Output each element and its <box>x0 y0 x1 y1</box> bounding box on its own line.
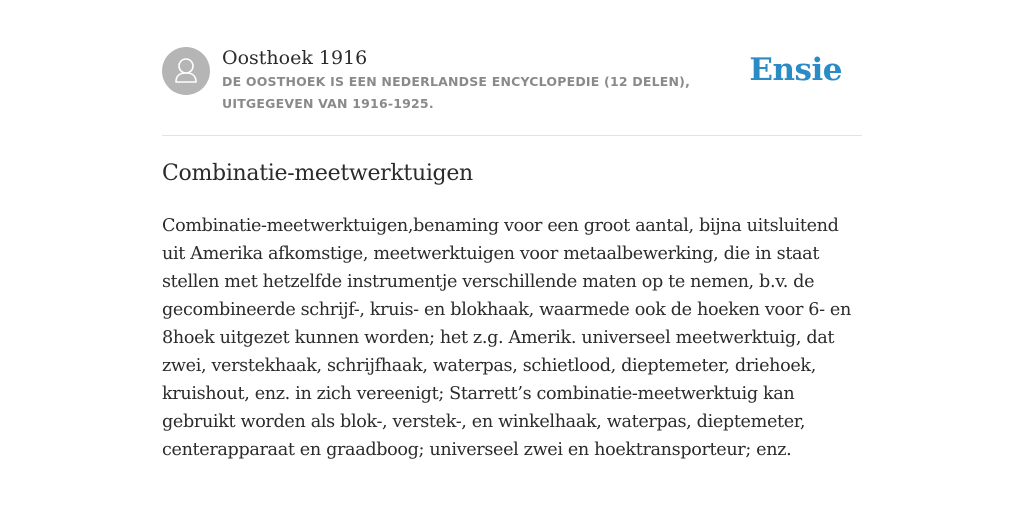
user-avatar-icon[interactable] <box>162 47 210 95</box>
person-outline-icon <box>162 47 210 95</box>
source-description: DE OOSTHOEK IS EEN NEDERLANDSE ENCYCLOPEDIE (12 DELEN), UITGEGEVEN VAN 1916-1925. <box>222 74 691 111</box>
source-header <box>162 46 862 116</box>
entry-body: Combinatie-meetwerktuigen,benaming voor een groot aantal, bijna uitsluitend uit Amerika afkomstige, meetwerktuigen voor metaalbewerking, die in staat stellen met hetzelfde instrumentje verschillende maten op te nemen, b.v. de gecombineerde schrijf-, kruis- en blokhaak, waarmede ook de hoeken voor 6- en 8hoek uitgezet kunnen worden; het z.g. Amerik. universeel meetwerktuig, dat zwei, verstekhaak, schrijfhaak, waterpas, schietlood, dieptemeter, driehoek, kruishout, enz. in zich vereenigt; Starrett’s combinatie-meetwerktuig kan gebruikt worden als blok-, verstek-, en winkelhaak, waterpas, dieptemeter, centerapparaat en graadboog; universeel zwei en hoektransporteur; enz. <box>162 216 851 460</box>
source-title[interactable]: Oosthoek 1916 <box>222 47 368 69</box>
brand-logo[interactable]: Ensie <box>749 52 842 88</box>
entry-title: Combinatie-meetwerktuigen <box>162 161 473 186</box>
header-divider <box>162 135 862 136</box>
